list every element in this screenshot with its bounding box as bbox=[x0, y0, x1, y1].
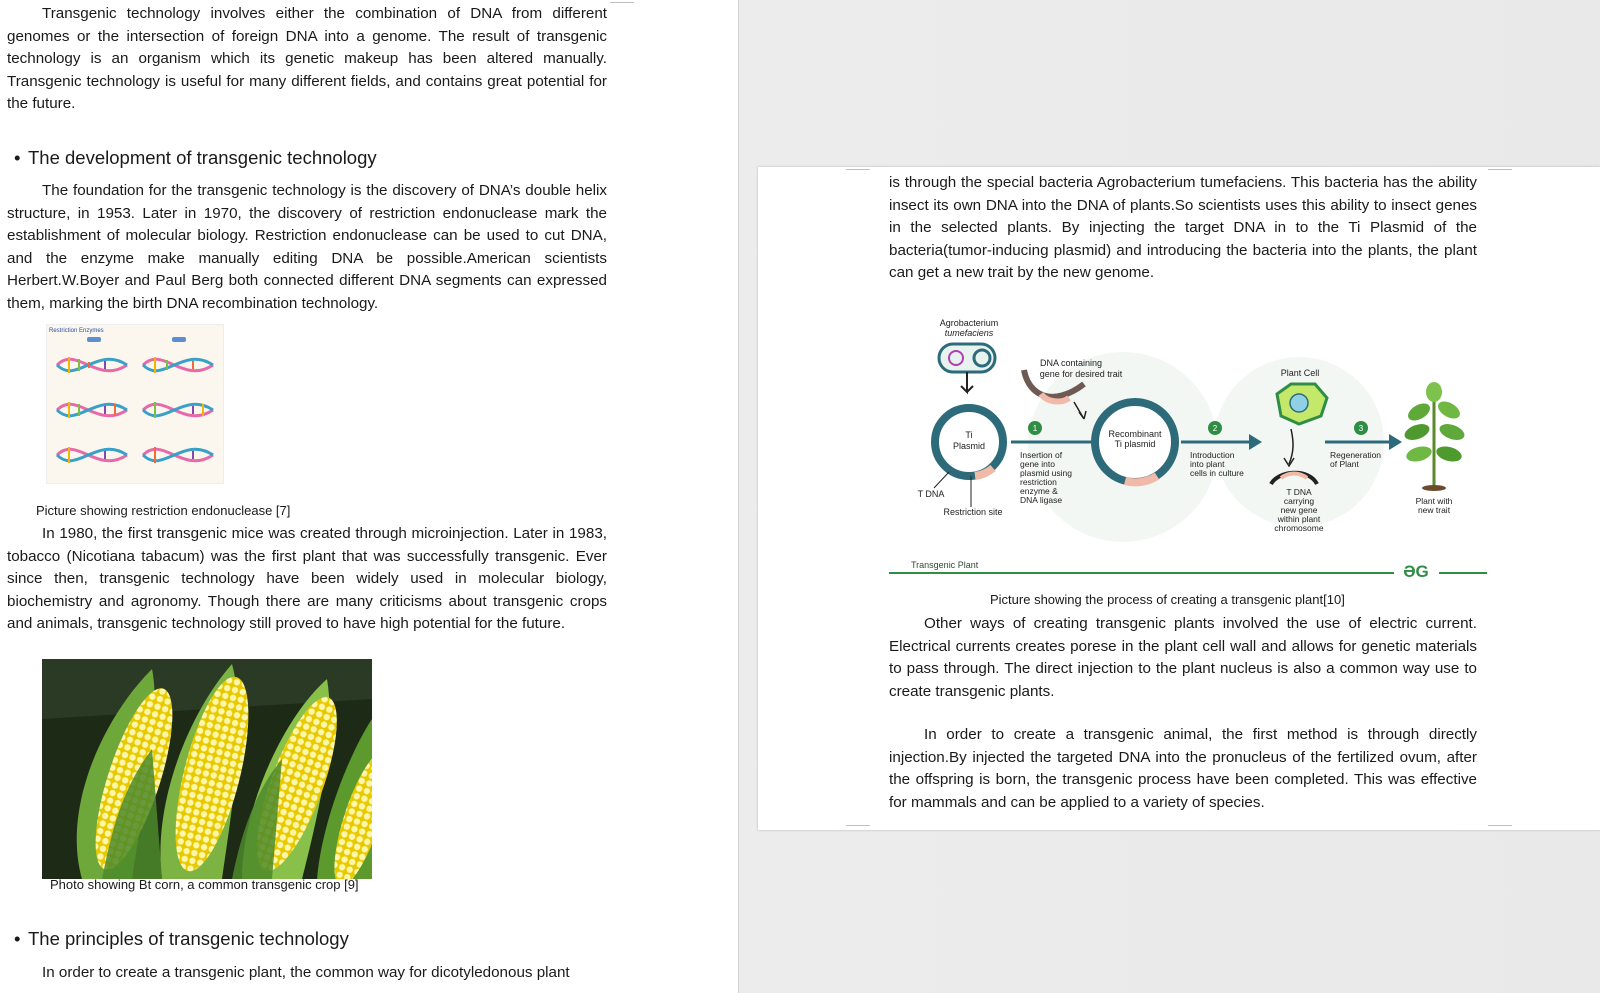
heading-principles: • The principles of transgenic technology bbox=[14, 928, 349, 949]
tdna2-line: chromosome bbox=[1274, 523, 1324, 533]
margin-mark bbox=[1488, 825, 1512, 826]
plant-trait-line: new trait bbox=[1417, 505, 1451, 515]
document-page-2 bbox=[758, 167, 1600, 830]
restriction-enzymes-illustration bbox=[47, 325, 223, 483]
document-page-1 bbox=[0, 0, 739, 993]
figure1-caption: Picture showing restriction endonuclease [7] bbox=[36, 503, 291, 518]
tdna2-line: new gene bbox=[1280, 505, 1318, 515]
recombinant-label-1: Recombinant bbox=[1108, 429, 1162, 439]
dna-helix-right bbox=[143, 357, 213, 463]
restriction-site-label: Restriction site bbox=[943, 507, 1003, 517]
insertion-line: enzyme & bbox=[1020, 486, 1058, 496]
intro-line: Introduction bbox=[1190, 450, 1235, 460]
insertion-line: plasmid using bbox=[1020, 468, 1072, 478]
insertion-line: Insertion of bbox=[1020, 450, 1063, 460]
heading-principles-text: The principles of transgenic technology bbox=[28, 928, 349, 949]
margin-mark bbox=[1488, 169, 1512, 170]
agro-label-1: Agrobacterium bbox=[939, 318, 999, 328]
tdna2-line: carrying bbox=[1283, 496, 1315, 506]
step-3-number: 3 bbox=[1358, 424, 1364, 433]
development-paragraph-2: In 1980, the first transgenic mice was created through microinjection. Later in 1983, tobacco (Nicotiana tabacum) was the first plant that was successfully transgenic. Ever since then, transgenic technology have been widely used in molecular biology, biochemistry and agronomy. Though there are many criticisms about transgenic crops and animals, transgenic technology still proved to have high potential for the future. bbox=[7, 525, 607, 633]
tdna2-line: T DNA bbox=[1286, 487, 1312, 497]
restriction-enzymes-figure bbox=[46, 324, 224, 484]
margin-mark bbox=[610, 2, 634, 3]
development-paragraph-1: The foundation for the transgenic technology is the discovery of DNA’s double helix structure, in 1953. Later in 1970, the discovery of restriction endonuclease mark the establishment of molecular biology. Restriction endonuclease can be used to cut DNA, and the enzyme make manually editing DNA be possible.American scientists Herbert.W.Boyer and Paul Berg both connected different DNA segments can expressed them, marking the birth DNA recombination technology. bbox=[7, 182, 607, 312]
step-1-number: 1 bbox=[1032, 424, 1038, 433]
geeksforgeeks-logo: ƏG bbox=[1403, 562, 1429, 581]
ti-label-2: Plasmid bbox=[952, 441, 986, 451]
figure3-caption: Picture showing the process of creating a transgenic plant[10] bbox=[990, 592, 1345, 607]
figure-title: Restriction Enzymes bbox=[49, 328, 104, 334]
recombinant-label-2: Ti plasmid bbox=[1114, 439, 1156, 449]
intro-line: into plant bbox=[1190, 459, 1225, 469]
heading-development: • The development of transgenic technology bbox=[14, 147, 377, 168]
regen-line: of Plant bbox=[1330, 459, 1359, 469]
heading-development-text: The development of transgenic technology bbox=[28, 147, 377, 168]
plant-cell-label: Plant Cell bbox=[1280, 368, 1320, 378]
intro-line: cells in culture bbox=[1190, 468, 1244, 478]
intro-paragraph: Transgenic technology involves either the combination of DNA from different genomes or the intersection of foreign DNA into a genome. The result of transgenic technology is an organism which its genetic makeup has been altered manually. Transgenic technology is useful for many different fields, and contains great potential for the future. bbox=[7, 5, 607, 113]
figure2-caption: Photo showing Bt corn, a common transgenic crop [9] bbox=[50, 877, 359, 892]
agrobacterium-icon bbox=[939, 344, 995, 372]
insertion-line: gene into bbox=[1020, 459, 1055, 469]
other-ways-paragraph: Other ways of creating transgenic plants involved the use of electric current. Electrical currents creates porese in the plant cell wall and allows for genetic materials to pass through. The direct injection to the plant nucleus is also a common way use to create transgenic plants. bbox=[889, 615, 1477, 700]
margin-mark bbox=[846, 169, 870, 170]
corn-illustration bbox=[42, 659, 372, 879]
animal-paragraph: In order to create a transgenic animal, the first method is through directly injection.By injected the targeted DNA into the pronucleus of the fertilized ovum, after the offspring is born, the transgenic process have been completed. This was effective for mammals and can be applied to a variety of species. bbox=[889, 726, 1477, 811]
step-2-number: 2 bbox=[1212, 424, 1218, 433]
dna-label-1: DNA containing bbox=[1039, 358, 1103, 368]
agro-label-2: tumefaciens bbox=[944, 328, 994, 338]
margin-mark bbox=[846, 825, 870, 826]
transgenic-plant-icon bbox=[1402, 382, 1466, 491]
ti-label-1: Ti bbox=[965, 430, 973, 440]
transgenic-process-svg bbox=[889, 312, 1487, 587]
plant-trait-line: Plant with bbox=[1415, 496, 1453, 506]
tdna-label: T DNA bbox=[917, 489, 945, 499]
transgenic-plant-diagram bbox=[889, 312, 1487, 587]
dna-label-2: gene for desired trait bbox=[1039, 369, 1123, 379]
continuation-paragraph: is through the special bacteria Agrobacterium tumefaciens. This bacteria has the ability insect its own DNA into the DNA of plants.So scientists uses this ability to insect genes in the selected plants. By injecting the target DNA in to the Ti Plasmid of the bacteria(tumor-inducing plasmid) and introducing the bacteria into the plants, the plant can get a new trait by the new genome. bbox=[889, 174, 1477, 282]
insertion-line: restriction bbox=[1020, 477, 1057, 487]
principles-paragraph: In order to create a transgenic plant, the common way for dicotyledonous plant bbox=[42, 964, 570, 981]
regen-line: Regeneration bbox=[1330, 450, 1382, 460]
plant-trait-text bbox=[1416, 496, 1453, 515]
diagram-footer-title: Transgenic Plant bbox=[911, 560, 979, 570]
tdna2-line: within plant bbox=[1277, 514, 1321, 524]
dna-helix-left bbox=[57, 357, 127, 463]
insertion-line: DNA ligase bbox=[1020, 495, 1063, 505]
bt-corn-photo bbox=[42, 659, 372, 879]
